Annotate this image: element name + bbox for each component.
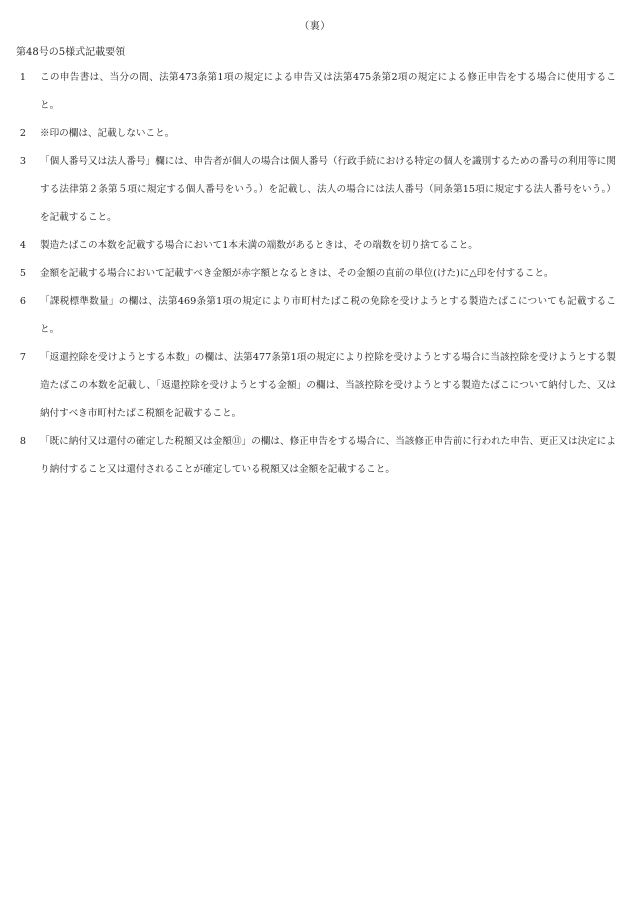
item-text: ※印の欄は、記載しないこと。 — [40, 128, 175, 139]
instruction-list — [16, 64, 616, 484]
item-text: 「返還控除を受けようとする本数」の欄は、法第477条第1項の規定により控除を受けようとする場合に当該控除を受けようとする製造たばこの本数を記載し、「返還控除を受けようとする金額」の欄は、当該控除を受けようとする製造たばこについて納付した、又は納付すべき市町村たばこ税額を記載すること。 — [40, 352, 616, 419]
item-number: 2 — [19, 128, 26, 139]
item-text: この申告書は、当分の間、法第473条第1項の規定による申告又は法第475条第2項の規定による修正申告をする場合に使用すること。 — [40, 72, 616, 111]
item-text: 製造たばこの本数を記載する場合において1本未満の端数があるときは、その端数を切り捨てること。 — [40, 240, 478, 251]
instruction-item-4 — [16, 232, 616, 260]
item-number: 7 — [19, 352, 26, 363]
item-number: 3 — [19, 156, 26, 167]
item-text: 金額を記載する場合において記載すべき金額が赤字額となるときは、その金額の直前の単位(けた)に△印を付すること。 — [40, 268, 554, 279]
page-side-label: （裏） — [299, 21, 331, 32]
instruction-item-2 — [16, 120, 616, 148]
item-number: 1 — [19, 72, 26, 83]
item-number: 8 — [19, 436, 26, 447]
item-text: 「個人番号又は法人番号」欄には、申告者が個人の場合は個人番号（行政手続における特定の個人を識別するための番号の利用等に関する法律第２条第５項に規定する個人番号をいう。）を記載し、法人の場合には法人番号（同条第15項に規定する法人番号をいう。）を記載すること。 — [40, 156, 616, 223]
instruction-item-5 — [16, 260, 616, 288]
item-text: 「既に納付又は還付の確定した税額又は金額⑪」の欄は、修正申告をする場合に、当該修正申告前に行われた申告、更正又は決定により納付すること又は還付されることが確定している税額又は金額を記載すること。 — [40, 436, 616, 475]
instruction-item-6 — [16, 288, 616, 344]
item-number: 5 — [19, 268, 26, 279]
instruction-item-1 — [16, 64, 616, 120]
item-number: 4 — [19, 240, 26, 251]
instruction-item-3 — [16, 148, 616, 232]
item-number: 6 — [19, 296, 26, 307]
item-text: 「課税標準数量」の欄は、法第469条第1項の規定により市町村たばこ税の免除を受けようとする製造たばこについても記載すること。 — [40, 296, 616, 335]
instruction-item-8 — [16, 428, 616, 484]
instruction-item-7 — [16, 344, 616, 428]
document-title: 第48号の5様式記載要領 — [16, 47, 126, 58]
